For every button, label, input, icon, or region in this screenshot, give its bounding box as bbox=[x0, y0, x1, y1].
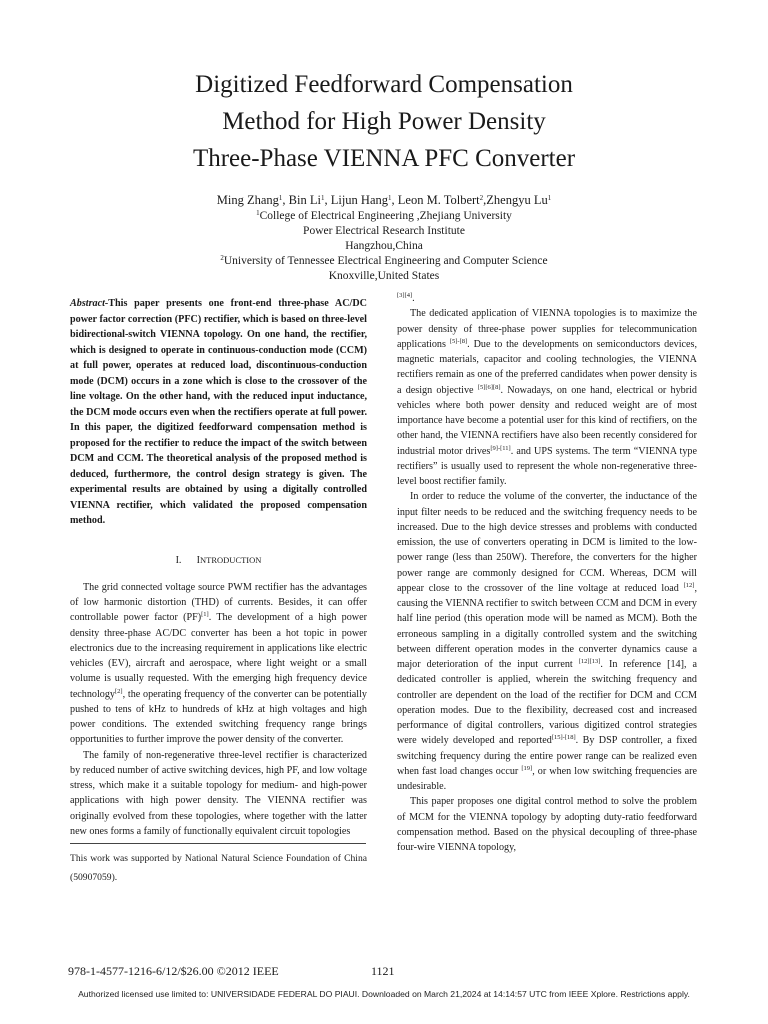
body-paragraph: The family of non-regenerative three-level rectifier is characterized by reduced number of active switching devices, high PF, and low voltage stress, which make it a suitable topology for medium- and high-power applications with high power density. The VIENNA rectifier was originally evolved from these topologies, where together with the latter new ones forms a family of functionally equivalent circuit topologies bbox=[70, 749, 367, 837]
citation: [15]-[18] bbox=[551, 734, 576, 742]
section-initial: I bbox=[196, 554, 201, 566]
affiliation-1-dept: Power Electrical Research Institute bbox=[303, 225, 465, 237]
left-column bbox=[70, 296, 367, 887]
affiliation-2 bbox=[0, 254, 768, 269]
abstract bbox=[70, 296, 367, 529]
affil-text: University of Tennessee Electrical Engineering and Computer Science bbox=[223, 255, 548, 267]
text-run: The grid connected voltage source PWM rectifier has the advantages of low harmonic distortion (THD) of currents. Besides, it can offer controllable power factor (PF) bbox=[70, 581, 367, 624]
text-run: In order to reduce the volume of the converter, the inductance of the input filter needs to be reduced and the switching frequency needs to be increased. Due to the high device stresses and problems with conducted emission, the use of converters operating in DCM is limited to the low-power range (less than 250W). Therefore, the converters for the higher power range are commonly designed for CCM. Whereas, DCM will appear close to the crossover of the line voltage at reduced load bbox=[397, 491, 697, 594]
title-line: Three-Phase VIENNA PFC Converter bbox=[192, 145, 576, 172]
body-paragraph bbox=[397, 489, 697, 794]
affiliation-2-city: Knoxville,United States bbox=[328, 270, 440, 282]
body-paragraph bbox=[397, 291, 697, 306]
affil-mark: 2 bbox=[220, 254, 224, 262]
footnote: This work was supported by National Natural Science Foundation of China (50907059). bbox=[70, 853, 367, 883]
author-name: Bin Li bbox=[288, 193, 321, 207]
author-list: Ming Zhang$^1$, Bin Li$^1$, Lijun Hang$^1$, Leon M. Tolbert$^2$,Zhengyu Lu$^1$ bbox=[216, 193, 552, 207]
citation: [12] bbox=[683, 581, 695, 589]
text-run: . Due to the developments on semiconductors devices, magnetic materials, capacitor and cooling technologies, the VIENNA rectifiers remain as one of the preferred candidates when power density is a design objective bbox=[397, 338, 697, 396]
affil-mark: 1 bbox=[256, 209, 260, 217]
author-name: Ming Zhang bbox=[216, 193, 279, 207]
page-number: 1121 bbox=[371, 964, 395, 978]
author-name: Leon M. Tolbert bbox=[397, 193, 480, 207]
text-run: The dedicated application of VIENNA topologies is to maximize the power density of three-phase power supplies for telecommunication applications bbox=[397, 308, 697, 350]
affiliation-1-city: Hangzhou,China bbox=[345, 240, 423, 252]
citation: [3][4] bbox=[397, 292, 413, 299]
abstract-label: Abstract- bbox=[70, 298, 109, 309]
text-run: , causing the VIENNA rectifier to switch between CCM and DCM in every half line period (this operation mode will be named as MCM). Both the erroneous sampling in a digitally controlled system and the switching between different operation modes in the converter dynamics cause a major deterioration of the input current bbox=[397, 582, 697, 670]
paper-title bbox=[0, 66, 768, 177]
citation: [5]-[8] bbox=[449, 337, 468, 345]
body-paragraph bbox=[70, 580, 367, 748]
text-run: . Nowadays, on one hand, electrical or hybrid vehicles where both power density and reduced weight are of most importance have become a potential user for this kind of rectifiers, on the other hand, the VIENNA rectifiers have also been recently considered for industrial motor drives bbox=[397, 384, 697, 457]
footnote-divider bbox=[70, 843, 366, 844]
author-name: Zhengyu Lu bbox=[486, 193, 548, 207]
citation: [2] bbox=[115, 687, 123, 695]
body-paragraph: This paper proposes one digital control method to solve the problem of MCM for the VIENNA topology by adopting duty-ratio feedforward compensation method. Based on the physical decoupling of three-phase four-wire VIENNA topology, bbox=[397, 796, 697, 853]
isbn-line: 978-1-4577-1216-6/12/$26.00 ©2012 IEEE bbox=[68, 964, 279, 978]
right-column bbox=[397, 291, 697, 855]
citation: [5][6][8] bbox=[477, 383, 501, 391]
author-affil-mark: 1 bbox=[547, 194, 552, 202]
text-run: . The development of a high power density three-phase AC/DC converter has been a hot topic in power electronics due to the increasing requirement in applications like electric vehicles (EV), aircraft and aerospace, where light weight or a small volume is usually requested. With the emerging high frequency device technology bbox=[70, 612, 367, 700]
text-run: . bbox=[412, 293, 415, 304]
text-run: . In reference [14], a dedicated controller is applied, wherein the switching frequency and controller are dependent on the load of the rectifier for DCM and CCM operation modes. Due to the flexibility, decreased cost and increased performance of digital controllers, various digitized control strategies were widely developed and reported bbox=[397, 659, 697, 747]
citation: [9]-[11] bbox=[490, 444, 511, 452]
section-heading bbox=[70, 553, 367, 568]
affil-text: College of Electrical Engineering ,Zhejiang University bbox=[259, 210, 512, 222]
author-affil-mark: 1 bbox=[320, 194, 325, 202]
affiliation-1 bbox=[0, 209, 768, 224]
title-line: Digitized Feedforward Compensation bbox=[195, 71, 573, 98]
author-block bbox=[0, 192, 768, 284]
text-run: . By DSP controller, a fixed switching frequency during the entire power range can be realized even when fast load changes occur bbox=[397, 735, 697, 777]
author-affil-mark: 2 bbox=[479, 194, 484, 202]
author-name: Lijun Hang bbox=[330, 193, 389, 207]
section-number: I. bbox=[175, 554, 182, 566]
body-paragraph bbox=[397, 306, 697, 489]
text-run: , or when low switching frequencies are undesirable. bbox=[397, 765, 698, 792]
text-run: . and UPS systems. The term “VIENNA type rectifiers” is usually used to represent the whole non-regenerative three-level boost rectifier family. bbox=[397, 445, 697, 487]
author-affil-mark: 1 bbox=[388, 194, 392, 202]
citation: [19] bbox=[521, 764, 533, 772]
title-line: Method for High Power Density bbox=[222, 108, 546, 135]
text-run: , the operating frequency of the converter can be potentially pushed to tens of kHz to hundreds of kHz at high voltages and high power conditions. The extended switching frequency range brings opportunities to further improve the power density of the converter. bbox=[70, 688, 367, 746]
citation: [12][13] bbox=[578, 658, 601, 665]
abstract-body: This paper presents one front-end three-phase AC/DC power factor correction (PFC) rectifier, which is based on three-level bidirectional-switch VIENNA topology. On one hand, the rectifier, which is designed to operate in continuous-conduction mode (CCM) at full power, operates at reduced load, discontinuous-conduction mode (DCM) occurs in a zone which is close to the crossover of the line voltage. On the other hand, with the reduced input inductance, the DCM mode occurs even when the rectifiers operate at full power. In this paper, the digitized feedforward compensation method is proposed for the rectifier to reduce the impact of the switch between DCM and CCM. The theoretical analysis of the proposed method is deduced, furthermore, the control design strategy is given. The experimental results are obtained by using a digitally controlled VIENNA rectifier, which validated the proposed compensation method. bbox=[70, 298, 367, 526]
license-notice: Authorized licensed use limited to: UNIVERSIDADE FEDERAL DO PIAUI. Downloaded on March 21,2024 at 14:14:57 UTC from IEEE Xplore. Restrictions apply. bbox=[78, 989, 690, 999]
author-affil-mark: 1 bbox=[278, 194, 283, 202]
citation: [1] bbox=[201, 611, 209, 619]
section-title-rest: NTRODUCTION bbox=[200, 554, 262, 565]
